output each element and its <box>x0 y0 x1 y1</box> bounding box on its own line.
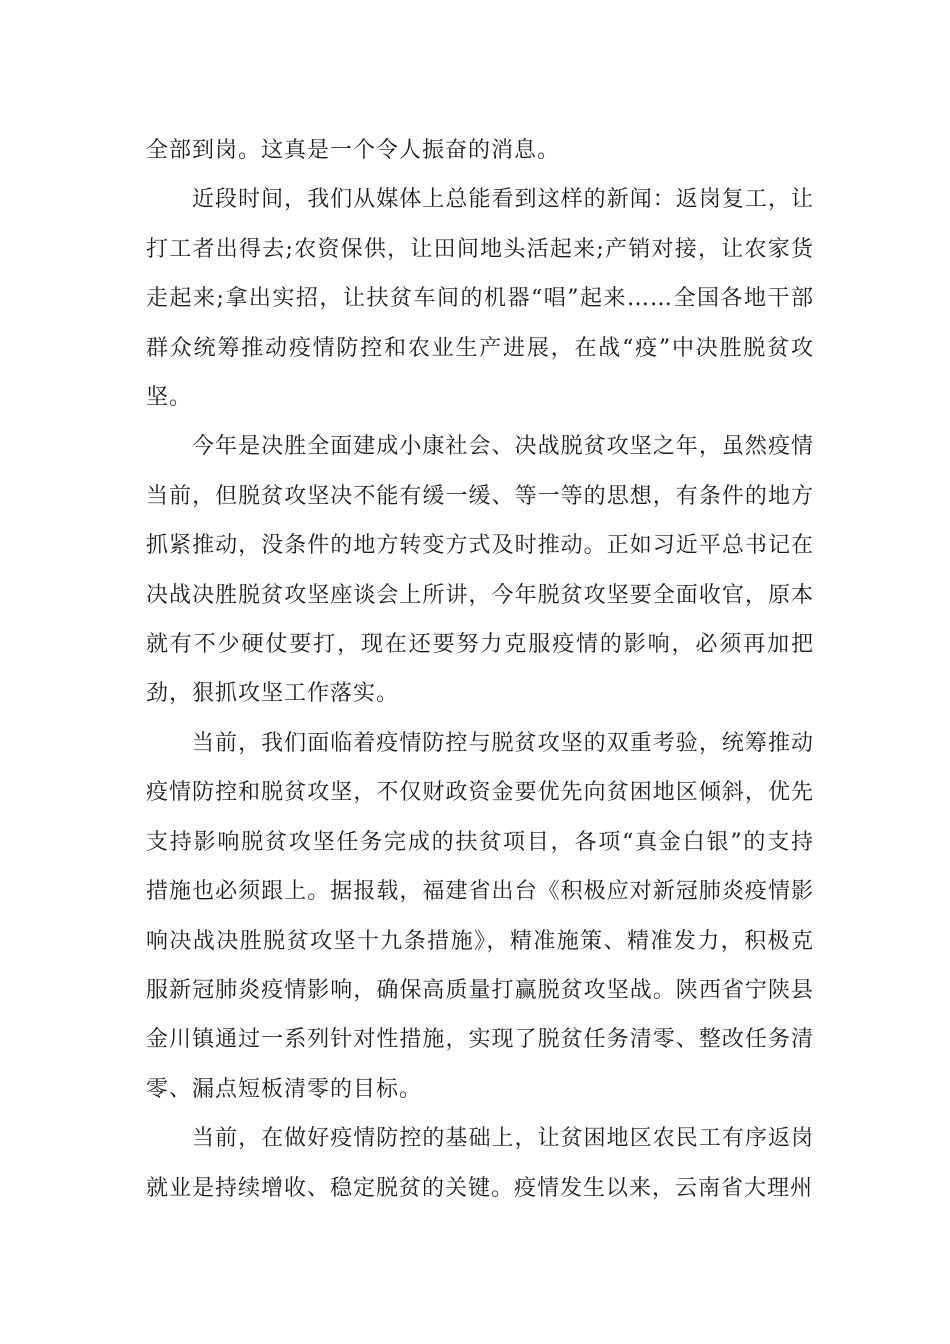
paragraph-2: 近段时间，我们从媒体上总能看到这样的新闻：返岗复工，让打工者出得去;农资保供，让田间地头活起来;产销对接，让农家货走起来;拿出实招，让扶贫车间的机器“唱”起来……全国各地干部群众统筹推动疫情防控和农业生产进展，在战“疫”中决胜脱贫攻坚。 <box>146 187 814 411</box>
paragraph-5: 当前，在做好疫情防控的基础上，让贫困地区农民工有序返岗就业是持续增收、稳定脱贫的关键。疫情发生以来，云南省大理州 <box>146 1126 814 1201</box>
paragraph-1: 全部到岗。这真是一个令人振奋的消息。 <box>146 138 561 163</box>
body-text <box>146 126 814 1213</box>
paragraph-4: 当前，我们面临着疫情防控与脱贫攻坚的双重考验，统筹推动疫情防控和脱贫攻坚，不仅财政资金要优先向贫困地区倾斜，优先支持影响脱贫攻坚任务完成的扶贫项目，各项“真金白银”的支持措施也必须跟上。据报载，福建省出台《积极应对新冠肺炎疫情影响决战决胜脱贫攻坚十九条措施》，精准施策、精准发力，积极克服新冠肺炎疫情影响，确保高质量打赢脱贫攻坚战。陕西省宁陕县金川镇通过一系列针对性措施，实现了脱贫任务清零、整改任务清零、漏点短板清零的目标。 <box>146 730 814 1102</box>
paragraph-3: 今年是决胜全面建成小康社会、决战脱贫攻坚之年，虽然疫情当前，但脱贫攻坚决不能有缓一缓、等一等的思想，有条件的地方抓紧推动，没条件的地方转变方式及时推动。正如习近平总书记在决战决胜脱贫攻坚座谈会上所讲，今年脱贫攻坚要全面收官，原本就有不少硬仗要打，现在还要努力克服疫情的影响，必须再加把劲，狠抓攻坚工作落实。 <box>146 434 814 707</box>
